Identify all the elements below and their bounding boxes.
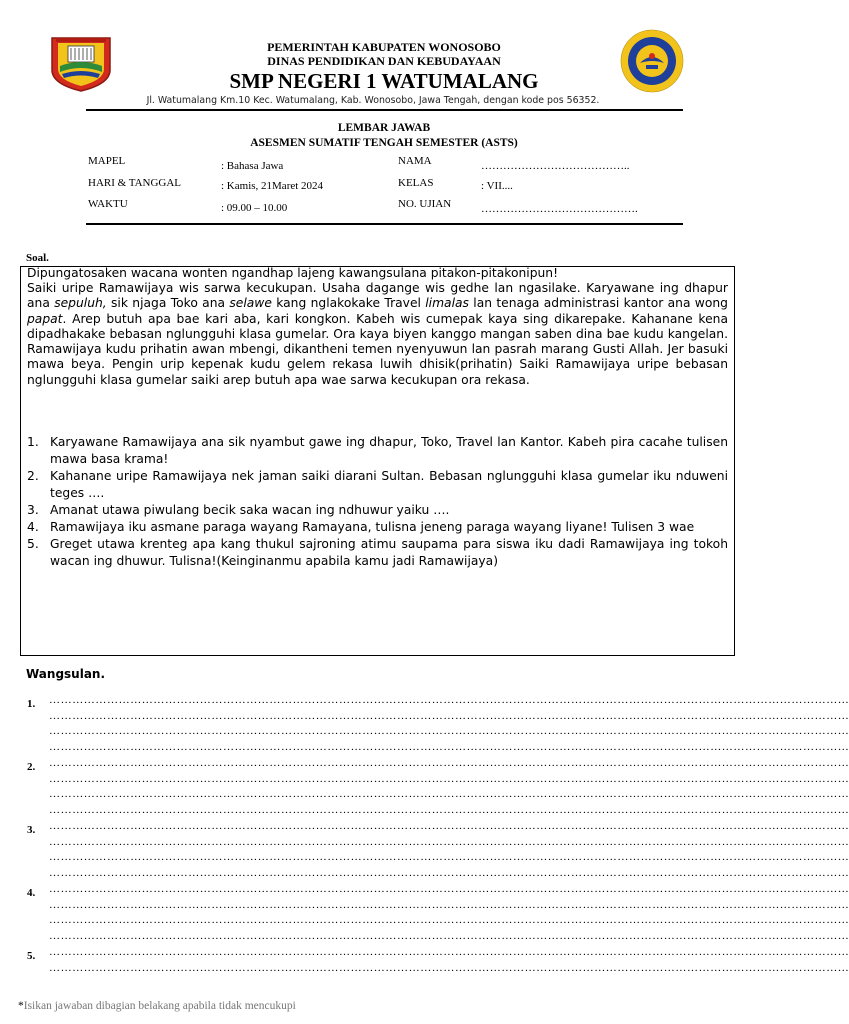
footer-note-text: Isikan jawaban dibagian belakang apabila tidak mencukupi: [23, 1000, 296, 1012]
question-number: 1.: [27, 435, 39, 449]
answer-line[interactable]: ………………………………………………………………………………………………………………………………………………………………………………………: [49, 867, 849, 880]
answer-line[interactable]: ………………………………………………………………………………………………………………………………………………………………………………………: [49, 883, 849, 895]
answer-line[interactable]: ………………………………………………………………………………………………………………………………………………………………………………………: [49, 804, 849, 817]
question-item: [27, 536, 728, 570]
ujian-field[interactable]: …………………………………….: [481, 203, 638, 215]
passage: Saiki uripe Ramawijaya wis sarwa kecukupan. Usaha dagange wis gedhe lan ngasilake. Karyawane ing dhapur ana sepuluh, sik njaga Toko ana selawe kang nglakokake Travel limalas lan tenaga administrasi kantor ana wong papat. Arep butuh apa bae kari aba, kari kongkon. Kabeh wis cumepak kaya sing dikarepake. Kahanane kena dipadhakake bebasan nglungguhi klasa gumelar. Ora kaya biyen kanggo mangan saben dina bae kudu kangelan. Ramawijaya kudu prihatin awan mbengi, dikantheni temen nyenyuwun lan pasrah marang Gusti Allah. Jer basuki mawa beya. Pengin urip kepenak kudu gelem rekasa luwih dhisik(prihatin) Saiki Ramawijaya uripe bebasan nglungguhi klasa gumelar saiki arep butuh apa wae sarwa kecukupan ora rekasa.: [27, 281, 728, 387]
question-item: [27, 468, 728, 502]
answer-line[interactable]: ………………………………………………………………………………………………………………………………………………………………………………………: [49, 741, 849, 754]
answer-line[interactable]: ………………………………………………………………………………………………………………………………………………………………………………………: [49, 961, 849, 974]
department-name: DINAS PENDIDIKAN DAN KEBUDAYAAN: [267, 54, 501, 68]
question-text: Karyawane Ramawijaya ana sik nyambut gawe ing dhapur, Toko, Travel lan Kantor. Kabeh pira cacahe tulisen mawa basa krama!: [50, 435, 728, 466]
answer-line[interactable]: ………………………………………………………………………………………………………………………………………………………………………………………: [49, 946, 849, 958]
kelas-field[interactable]: : VII....: [481, 180, 513, 192]
question-item: [27, 502, 728, 519]
answer-line[interactable]: ………………………………………………………………………………………………………………………………………………………………………………………: [49, 930, 849, 943]
soal-heading: Soal.: [26, 252, 49, 264]
answer-number: 3.: [27, 824, 36, 836]
answer-line[interactable]: ………………………………………………………………………………………………………………………………………………………………………………………: [49, 757, 849, 769]
answer-number: 5.: [27, 950, 36, 962]
answer-line[interactable]: ………………………………………………………………………………………………………………………………………………………………………………………: [49, 851, 849, 864]
answer-line[interactable]: ………………………………………………………………………………………………………………………………………………………………………………………: [49, 694, 849, 706]
kelas-label: KELAS: [398, 177, 434, 189]
answer-line[interactable]: ………………………………………………………………………………………………………………………………………………………………………………………: [49, 898, 849, 911]
question-number: 3.: [27, 503, 39, 517]
government-name: PEMERINTAH KABUPATEN WONOSOBO: [267, 40, 501, 54]
question-number: 2.: [27, 469, 39, 483]
question-box: [20, 266, 735, 656]
answer-line[interactable]: ………………………………………………………………………………………………………………………………………………………………………………………: [49, 725, 849, 738]
ujian-label: NO. UJIAN: [398, 198, 452, 210]
info-divider: [86, 223, 683, 225]
school-address: Jl. Watumalang Km.10 Kec. Watumalang, Kab. Wonosobo, Jawa Tengah, dengan kode pos 56352.: [146, 95, 600, 106]
school-name: SMP NEGERI 1 WATUMALANG: [229, 69, 539, 93]
question-list: [27, 434, 728, 570]
answer-line[interactable]: ………………………………………………………………………………………………………………………………………………………………………………………: [49, 788, 849, 801]
header-divider: [86, 109, 683, 111]
answer-line[interactable]: ………………………………………………………………………………………………………………………………………………………………………………………: [49, 914, 849, 927]
answer-line[interactable]: ………………………………………………………………………………………………………………………………………………………………………………………: [49, 772, 849, 785]
instruction: Dipungatosaken wacana wonten ngandhap lajeng kawangsulana pitakon-pitakonipun!: [27, 266, 559, 280]
nama-label: NAMA: [398, 155, 432, 167]
answer-line[interactable]: ………………………………………………………………………………………………………………………………………………………………………………………: [49, 820, 849, 832]
answers-heading: Wangsulan.: [26, 667, 106, 681]
footer-note: [18, 1000, 296, 1012]
answer-number: 4.: [27, 887, 36, 899]
question-item: [27, 519, 728, 536]
question-number: 4.: [27, 520, 39, 534]
waktu-label: WAKTU: [88, 198, 128, 210]
footer-asterisk: *: [18, 1000, 24, 1012]
question-text: Amanat utawa piwulang becik saka wacan ing ndhuwur yaiku ….: [50, 503, 450, 517]
question-text: Kahanane uripe Ramawijaya nek jaman saiki diarani Sultan. Bebasan nglungguhi klasa gumelar iku nduweni teges ….: [50, 469, 728, 500]
sheet-title: LEMBAR JAWAB: [337, 122, 431, 134]
answer-number: 2.: [27, 761, 36, 773]
mapel-value: : Bahasa Jawa: [221, 160, 284, 172]
hari-label: HARI & TANGGAL: [88, 177, 182, 189]
question-text: Ramawijaya iku asmane paraga wayang Ramayana, tulisna jeneng paraga wayang liyane! Tulisen 3 wae: [50, 520, 695, 534]
mapel-label: MAPEL: [88, 155, 126, 167]
question-item: [27, 434, 728, 468]
hari-value: : Kamis, 21Maret 2024: [221, 180, 324, 192]
question-text: Greget utawa krenteg apa kang thukul sajroning atimu saupama para siswa iku dadi Ramawijaya ing tokoh wacan ing dhuwur. Tulisna!(Keinginanmu apabila kamu jadi Ramawijaya): [50, 537, 728, 568]
question-number: 5.: [27, 537, 39, 551]
sheet-subtitle: ASESMEN SUMATIF TENGAH SEMESTER (ASTS): [250, 137, 518, 149]
waktu-value: : 09.00 – 10.00: [221, 202, 288, 214]
nama-field[interactable]: …………………………………..: [481, 160, 630, 172]
answer-line[interactable]: ………………………………………………………………………………………………………………………………………………………………………………………: [49, 835, 849, 848]
answer-line[interactable]: ………………………………………………………………………………………………………………………………………………………………………………………: [49, 709, 849, 722]
answer-number: 1.: [27, 698, 36, 710]
